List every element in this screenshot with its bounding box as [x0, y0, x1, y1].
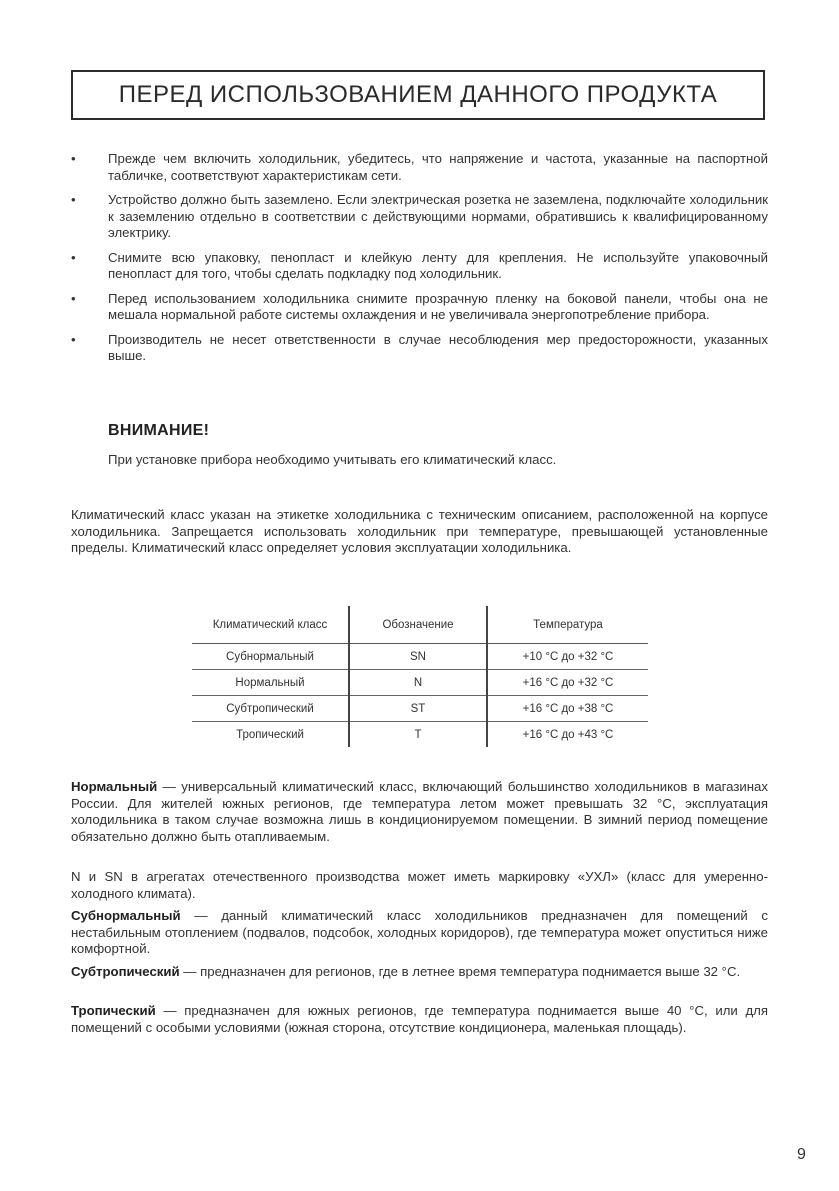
precautions-list — [71, 151, 768, 373]
list-item-text: Снимите всю упаковку, пенопласт и клейкую ленту для крепления. Не используйте упаковочный пенопласт для того, чтобы сделать подкладку под холодильник. — [108, 249, 768, 281]
bullet-icon: • — [71, 151, 76, 166]
subnormal-text: — данный климатический класс холодильников предназначен для помещений с нестабильным отоплением (подвалов, подсобок, холодных коридоров), где температура может опуститься ниже комфортной. — [71, 908, 768, 956]
tropical-term: Тропический — [71, 1003, 156, 1018]
subnormal-term: Субнормальный — [71, 908, 181, 923]
list-item — [71, 291, 768, 324]
list-item-text: Производитель не несет ответственности в случае несоблюдения мер предосторожности, указанных выше. — [108, 331, 768, 363]
table-cell: Субтропический — [192, 696, 349, 722]
table-cell: N — [349, 670, 487, 696]
table-cell: Нормальный — [192, 670, 349, 696]
column-header-class: Климатический класс — [192, 606, 349, 644]
subtropical-term: Субтропический — [71, 964, 180, 979]
climate-class-paragraph: Климатический класс указан на этикетке холодильника с техническим описанием, расположенной на корпусе холодильника. Запрещается использовать холодильник при температуре, превышающей установленные пределы. Климатический класс определяет условия эксплуатации холодильника. — [71, 507, 768, 555]
list-item — [71, 332, 768, 365]
table-header-row — [192, 606, 648, 644]
table-cell: +16 °C до +32 °C — [487, 670, 648, 696]
list-item-text: Перед использованием холодильника снимите прозрачную пленку на боковой панели, чтобы она не мешала нормальной работе системы охлаждения и не увеличивала энергопотребление прибора. — [108, 290, 768, 322]
subnormal-class-description — [71, 908, 768, 958]
tropical-class-description — [71, 1003, 768, 1036]
table-cell: ST — [349, 696, 487, 722]
table-cell: +16 °C до +38 °C — [487, 696, 648, 722]
column-header-temperature: Температура — [487, 606, 648, 644]
bullet-icon: • — [71, 249, 76, 265]
table-row — [192, 696, 648, 722]
table-row — [192, 722, 648, 748]
subtropical-text: — предназначен для регионов, где в летнее время температура поднимается выше 32 °C. — [179, 964, 741, 979]
table-cell: Тропический — [192, 722, 349, 748]
table-cell: T — [349, 722, 487, 748]
list-item — [71, 151, 768, 184]
table-row — [192, 670, 648, 696]
bullet-icon: • — [71, 331, 76, 347]
tropical-text: — предназначен для южных регионов, где температура поднимается выше 40 °C, или для помещений с особыми условиями (южная сторона, отсутствие кондиционера, маленькая площадь). — [71, 1003, 768, 1035]
bullet-icon: • — [71, 290, 76, 306]
normal-class-description — [71, 779, 768, 845]
n-sn-note: N и SN в агрегатах отечественного производства может иметь маркировку «УХЛ» (класс для умеренно-холодного климата). — [71, 869, 768, 901]
table-cell: SN — [349, 644, 487, 670]
page-title: ПЕРЕД ИСПОЛЬЗОВАНИЕМ ДАННОГО ПРОДУКТА — [71, 70, 765, 120]
list-item-text: Прежде чем включить холодильник, убедитесь, что напряжение и частота, указанные на паспортной табличке, соответствуют характеристикам сети. — [108, 151, 768, 183]
page-number: 9 — [797, 1146, 806, 1163]
subtropical-class-description — [71, 964, 768, 981]
attention-heading: ВНИМАНИЕ! — [108, 422, 210, 439]
climate-class-table — [192, 606, 648, 746]
normal-term: Нормальный — [71, 779, 158, 794]
list-item — [71, 192, 768, 242]
list-item-text: Устройство должно быть заземлено. Если электрическая розетка не заземлена, подключайте холодильник к заземлению отдельно в соответствии с действующими нормами, обратившись к квалифицированному электрику. — [108, 192, 768, 240]
table-cell: Субнормальный — [192, 644, 349, 670]
table-cell: +16 °C до +43 °C — [522, 728, 614, 741]
list-item — [71, 250, 768, 283]
table-row — [192, 644, 648, 670]
table-cell: +10 °C до +32 °C — [487, 644, 648, 670]
normal-text: — универсальный климатический класс, включающий большинство холодильников в магазинах России. Для жителей южных регионов, где температура летом может превышать 32 °C, эксплуатация холодильника в таком случае возможна лишь в кондиционируемом помещении. В зимний период помещение обязательно должно быть отапливаемым. — [71, 779, 768, 844]
bullet-icon: • — [71, 192, 76, 207]
attention-text: При установке прибора необходимо учитывать его климатический класс. — [108, 452, 557, 467]
column-header-designation: Обозначение — [349, 606, 487, 644]
